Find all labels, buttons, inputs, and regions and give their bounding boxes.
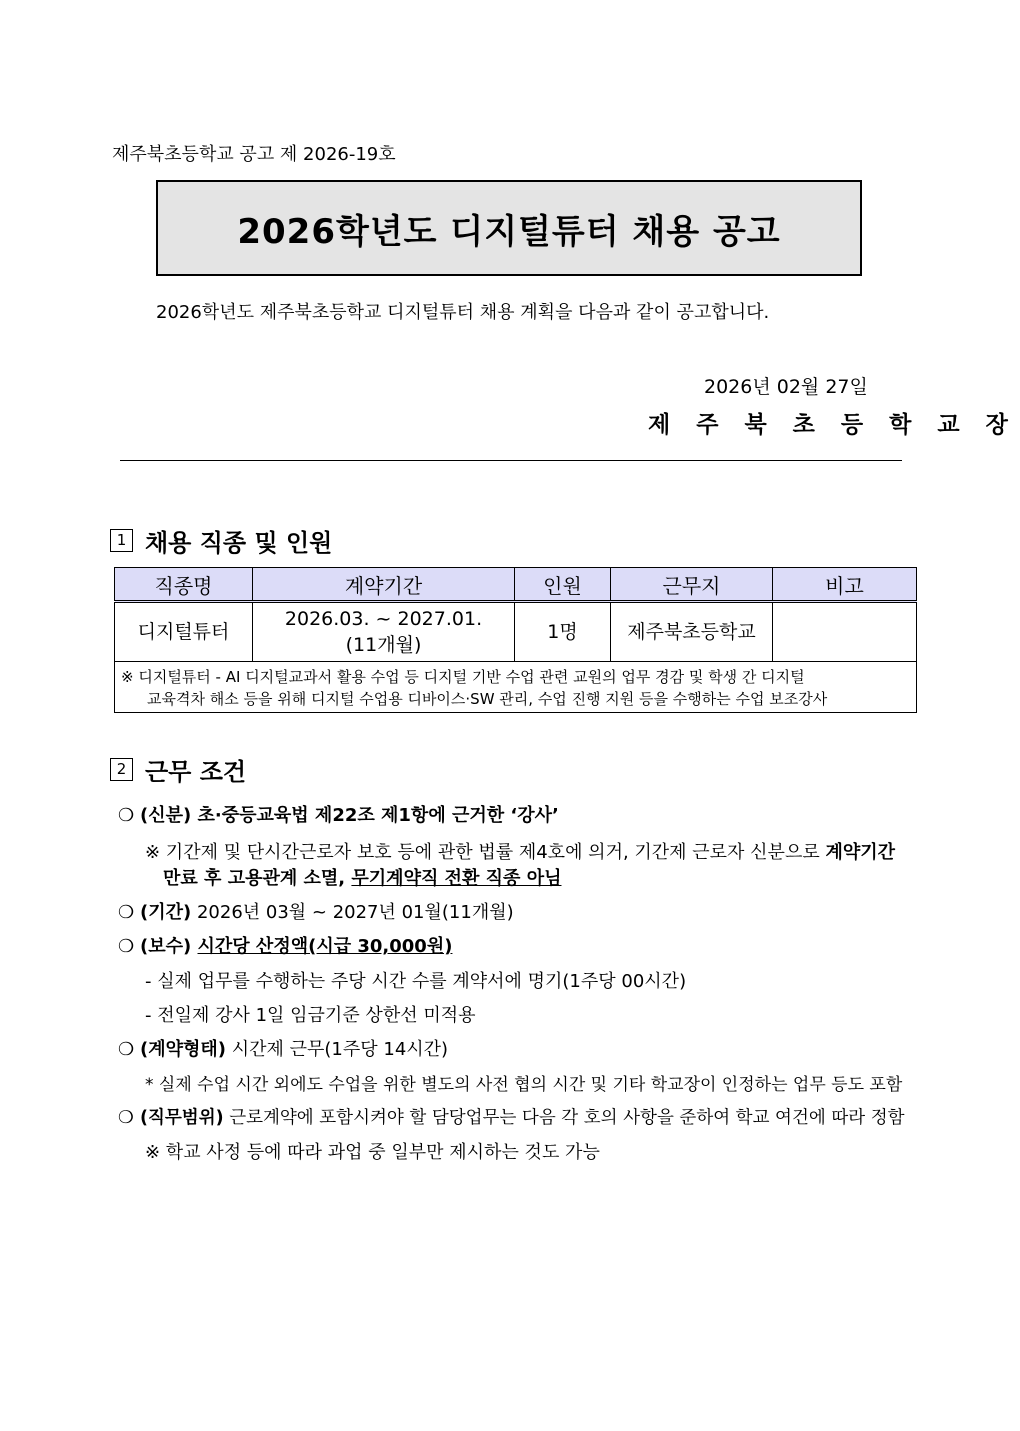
section2-number: 2	[110, 758, 133, 781]
pay-label: (보수)	[140, 936, 198, 957]
duties-sub1: ※ 학교 사정 등에 따라 과업 중 일부만 제시하는 것도 가능	[145, 1142, 600, 1163]
intro-text: 2026학년도 제주북초등학교 디지털튜터 채용 계획을 다음과 같이 공고합니다.	[156, 302, 770, 323]
bullet: ❍	[118, 936, 135, 957]
header-workplace: 근무지	[611, 568, 773, 602]
title-box	[156, 180, 862, 276]
status-note-underline: 무기계약직 전환 직종 아님	[351, 868, 562, 889]
table-header-row	[115, 568, 917, 602]
period-label: (기간)	[140, 902, 192, 923]
divider	[120, 460, 902, 461]
header-job: 직종명	[115, 568, 253, 602]
header-remarks: 비고	[773, 568, 917, 602]
notice-number: 제주북초등학교 공고 제 2026-19호	[112, 144, 396, 165]
cell-remarks	[773, 602, 917, 662]
period-line2: (11개월)	[345, 634, 422, 656]
note-line1: ※ 디지털튜터 - AI 디지털교과서 활용 수업 등 디지털 기반 수업 관련 교원의 업무 경감 및 학생 간 디지털	[121, 668, 805, 686]
status-note-line1: ※ 기간제 및 단시간근로자 보호 등에 관한 법률 제4호에 의거, 기간제 근로자 신분으로 계약기간	[145, 842, 896, 863]
period-line1: 2026.03. ~ 2027.01.	[284, 608, 483, 630]
period-text: 2026년 03월 ~ 2027년 01월(11개월)	[191, 902, 514, 923]
pay-sub1: - 실제 업무를 수행하는 주당 시간 수를 계약서에 명기(1주당 00시간)	[145, 971, 687, 992]
cell-workplace: 제주북초등학교	[611, 602, 773, 662]
section2-title: 근무 조건	[145, 758, 247, 786]
pay-line	[118, 932, 452, 958]
bullet: ❍	[118, 902, 135, 923]
section2-heading	[110, 752, 246, 787]
notice-date: 2026년 02월 27일	[704, 376, 868, 398]
pay-text: 시간당 산정액(시급 30,000원)	[197, 936, 453, 957]
table-note	[115, 662, 917, 713]
header-count: 인원	[515, 568, 611, 602]
principal-signature: 제 주 북 초 등 학 교 장	[648, 412, 1017, 438]
status-text: (신분) 초·중등교육법 제22조 제1항에 근거한 ‘강사’	[140, 805, 559, 826]
page-title: 2026학년도 디지털튜터 채용 공고	[237, 211, 781, 252]
contract-sub1: * 실제 수업 시간 외에도 수업을 위한 별도의 사전 협의 시간 및 기타 학교장이 인정하는 업무 등도 포함	[145, 1075, 903, 1095]
cell-job: 디지털튜터	[115, 602, 253, 662]
duties-line	[118, 1104, 905, 1129]
contract-line	[118, 1035, 448, 1061]
table-note-row	[115, 662, 917, 713]
status-note-emph: 계약기간	[825, 842, 896, 863]
status-note-line2: 만료 후 고용관계 소멸, 무기계약직 전환 직종 아님	[163, 868, 562, 889]
contract-label: (계약형태)	[140, 1039, 227, 1060]
duties-text: 근로계약에 포함시켜야 할 담당업무는 다음 각 호의 사항을 준하여 학교 여건에 따라 정함	[223, 1108, 905, 1128]
section1-number: 1	[110, 529, 133, 552]
header-period: 계약기간	[253, 568, 515, 602]
status-line	[118, 801, 559, 827]
pay-sub2: - 전일제 강사 1일 임금기준 상한선 미적용	[145, 1005, 476, 1026]
cell-count: 1명	[515, 602, 611, 662]
bullet: ❍	[118, 1039, 135, 1060]
note-line2: 교육격차 해소 등을 위해 디지털 수업용 디바이스·SW 관리, 수업 진행 지원 등을 수행하는 수업 보조강사	[147, 690, 828, 708]
period-line	[118, 898, 514, 924]
bullet: ❍	[118, 1108, 134, 1128]
contract-text: 시간제 근무(1주당 14시간)	[226, 1039, 449, 1060]
duties-label: (직무범위)	[140, 1108, 224, 1128]
cell-period	[253, 602, 515, 662]
table-row	[115, 602, 917, 662]
bullet: ❍	[118, 805, 135, 826]
section1-heading	[110, 523, 332, 558]
recruitment-table	[114, 567, 917, 713]
section1-title: 채용 직종 및 인원	[145, 529, 333, 557]
